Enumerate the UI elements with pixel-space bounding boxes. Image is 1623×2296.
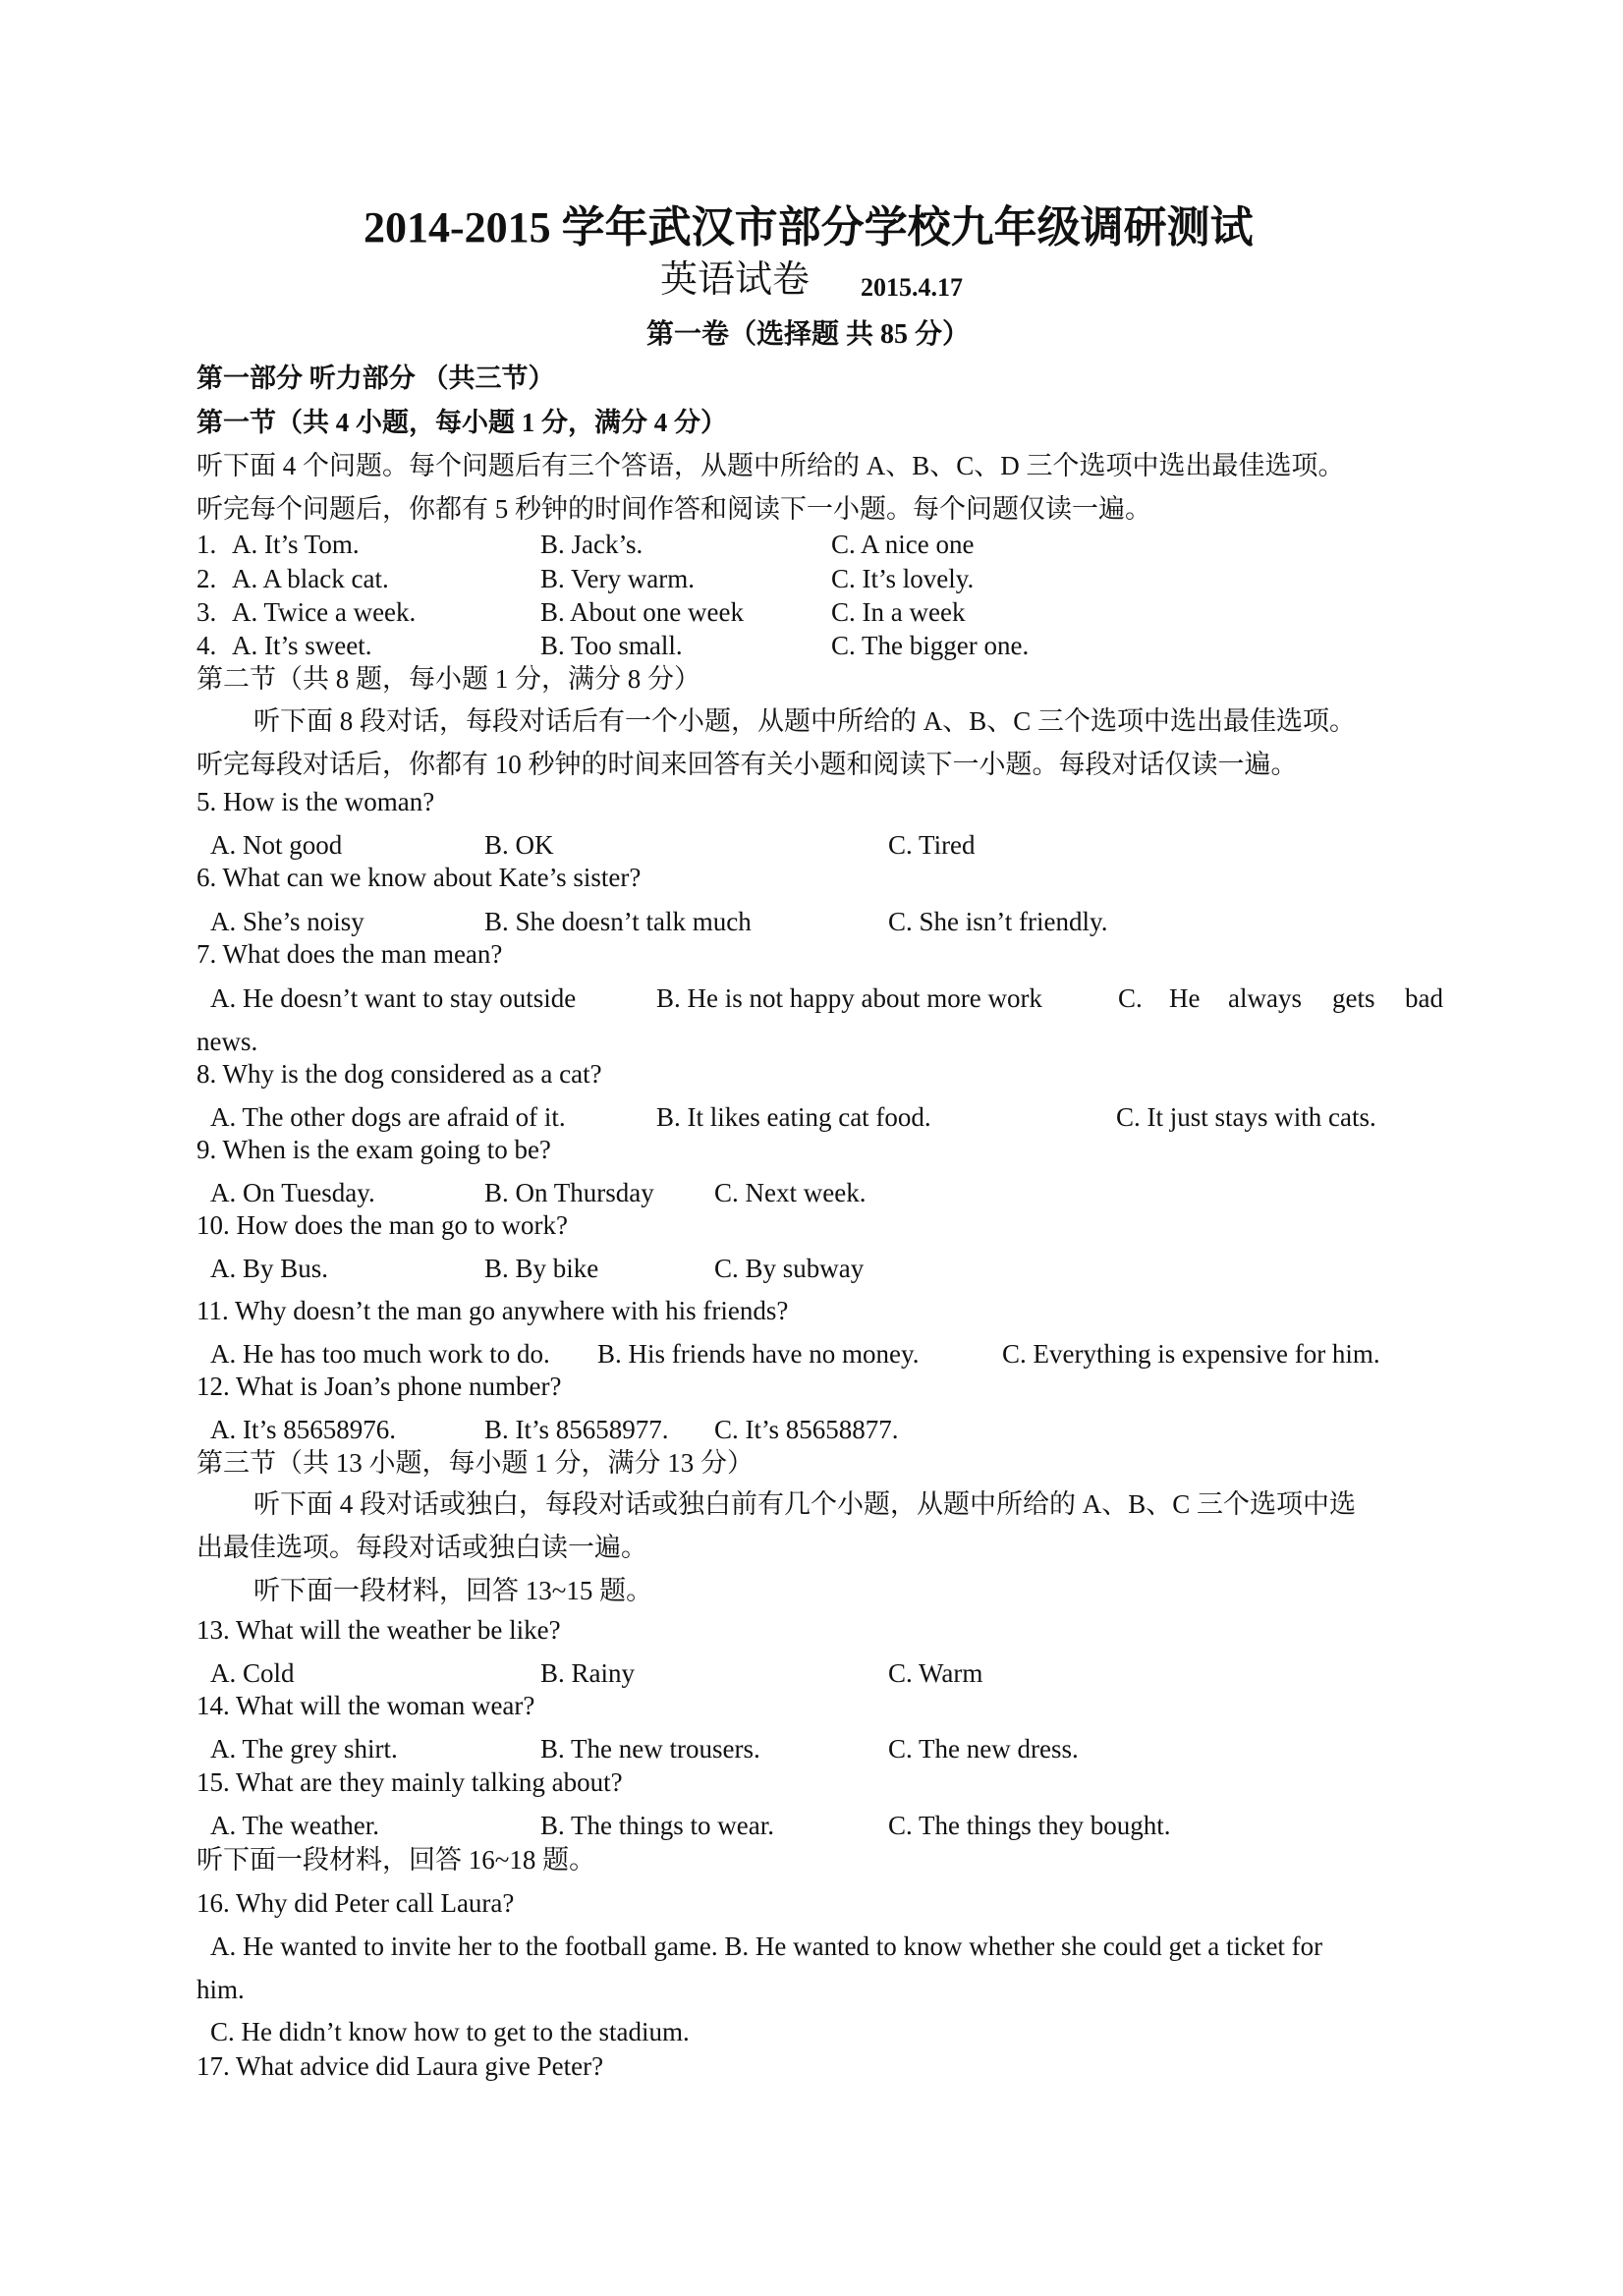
option-a: A. She’s noisy: [210, 907, 364, 936]
option-b: B. About one week: [540, 597, 744, 627]
option-c: C. Everything is expensive for him.: [1002, 1339, 1380, 1369]
question-5: 5. How is the woman?: [196, 787, 435, 816]
page-title: 2014-2015 学年武汉市部分学校九年级调研测试: [364, 203, 1254, 252]
option-c: bad: [1405, 983, 1443, 1013]
option-a: A. By Bus.: [210, 1254, 329, 1283]
option-c: C.: [1118, 983, 1143, 1013]
option-b: B. By bike: [484, 1254, 599, 1283]
option-c: C. Next week.: [714, 1178, 867, 1207]
option-a: A. A black cat.: [232, 564, 389, 593]
option-b: B. The new trousers.: [540, 1734, 760, 1764]
option-c: news.: [196, 1027, 258, 1056]
exam-date: 2015.4.17: [861, 273, 963, 302]
question-15: 15. What are they mainly talking about?: [196, 1767, 623, 1797]
option-b: B. Rainy: [540, 1658, 636, 1688]
option-b: B. Very warm.: [540, 564, 695, 593]
question-11: 11. Why doesn’t the man go anywhere with his friends?: [196, 1296, 789, 1325]
option-a: A. He doesn’t want to stay outside: [210, 983, 577, 1013]
option-a: A. The other dogs are afraid of it.: [210, 1102, 566, 1132]
question-7: 7. What does the man mean?: [196, 939, 503, 969]
option-c: C. She isn’t friendly.: [888, 907, 1108, 936]
section2-instruction: 听完每段对话后，你都有 10 秒钟的时间来回答有关小题和阅读下一小题。每段对话仅读一遍。: [196, 750, 1298, 779]
option-a: A. The grey shirt.: [210, 1734, 398, 1764]
option-c: C. Tired: [888, 830, 976, 860]
question-12: 12. What is Joan’s phone number?: [196, 1372, 562, 1401]
material-heading: 听下面一段材料，回答 13~15 题。: [253, 1576, 653, 1605]
section3-instruction: 出最佳选项。每段对话或独白读一遍。: [196, 1533, 647, 1562]
page-subtitle: 英语试卷: [660, 259, 811, 301]
option-a: A. The weather.: [210, 1811, 379, 1840]
part1-heading: 第一部分 听力部分 （共三节）: [196, 364, 555, 393]
option-a: A. It’s Tom.: [232, 530, 360, 559]
section2-heading: 第二节（共 8 题，每小题 1 分，满分 8 分）: [196, 664, 700, 694]
option-c: C. The bigger one.: [831, 631, 1030, 660]
option-c: C. The things they bought.: [888, 1811, 1171, 1840]
option-c: C. He didn’t know how to get to the stadium.: [210, 2017, 690, 2046]
option-b: B. He is not happy about more work: [656, 983, 1042, 1013]
option-ab-continued: him.: [196, 1975, 245, 2004]
option-c: C. It’s 85658877.: [714, 1415, 899, 1444]
section1-instruction: 听完每个问题后，你都有 5 秒钟的时间作答和阅读下一小题。每个问题仅读一遍。: [196, 494, 1151, 524]
option-b: B. Jack’s.: [540, 530, 644, 559]
option-c: C. It’s lovely.: [831, 564, 975, 593]
question-6: 6. What can we know about Kate’s sister?: [196, 863, 642, 892]
option-a: A. Twice a week.: [232, 597, 417, 627]
option-c: C. It just stays with cats.: [1116, 1102, 1376, 1132]
option-ab: A. He wanted to invite her to the football game. B. He wanted to know whether she could get a ticket for: [210, 1932, 1323, 1961]
question-number: 4.: [196, 631, 217, 660]
option-c: He: [1169, 983, 1201, 1013]
option-b: B. His friends have no money.: [597, 1339, 920, 1369]
option-c: C. In a week: [831, 597, 966, 627]
section1-heading: 第一节（共 4 小题，每小题 1 分，满分 4 分）: [196, 408, 727, 437]
volume-heading: 第一卷（选择题 共 85 分）: [646, 319, 971, 350]
question-8: 8. Why is the dog considered as a cat?: [196, 1059, 602, 1089]
option-b: B. It’s 85658977.: [484, 1415, 669, 1444]
option-a: A. It’s sweet.: [232, 631, 372, 660]
question-number: 2.: [196, 564, 217, 593]
question-13: 13. What will the weather be like?: [196, 1615, 561, 1645]
question-17: 17. What advice did Laura give Peter?: [196, 2051, 604, 2081]
option-c: C. The new dress.: [888, 1734, 1079, 1764]
section3-instruction: 听下面 4 段对话或独白，每段对话或独白前有几个小题，从题中所给的 A、B、C 三个选项中选: [253, 1489, 1357, 1519]
question-number: 3.: [196, 597, 217, 627]
option-b: B. Too small.: [540, 631, 683, 660]
option-b: B. It likes eating cat food.: [656, 1102, 931, 1132]
question-9: 9. When is the exam going to be?: [196, 1135, 551, 1164]
option-c: C. A nice one: [831, 530, 975, 559]
option-c: always: [1228, 983, 1302, 1013]
option-a: A. He has too much work to do.: [210, 1339, 550, 1369]
material-heading: 听下面一段材料，回答 16~18 题。: [196, 1845, 596, 1875]
section3-heading: 第三节（共 13 小题，每小题 1 分，满分 13 分）: [196, 1448, 754, 1478]
question-10: 10. How does the man go to work?: [196, 1210, 568, 1240]
option-b: B. OK: [484, 830, 554, 860]
option-b: B. The things to wear.: [540, 1811, 774, 1840]
option-b: B. She doesn’t talk much: [484, 907, 752, 936]
option-c: C. By subway: [714, 1254, 865, 1283]
section1-instruction: 听下面 4 个问题。每个问题后有三个答语，从题中所给的 A、B、C、D 三个选项中选出最佳选项。: [196, 451, 1345, 480]
option-c: gets: [1332, 983, 1375, 1013]
question-14: 14. What will the woman wear?: [196, 1691, 535, 1720]
option-c: C. Warm: [888, 1658, 983, 1688]
option-a: A. It’s 85658976.: [210, 1415, 396, 1444]
option-a: A. Cold: [210, 1658, 295, 1688]
question-number: 1.: [196, 530, 217, 559]
option-a: A. Not good: [210, 830, 343, 860]
option-a: A. On Tuesday.: [210, 1178, 375, 1207]
section2-instruction: 听下面 8 段对话，每段对话后有一个小题，从题中所给的 A、B、C 三个选项中选出最佳选项。: [253, 706, 1357, 736]
option-b: B. On Thursday: [484, 1178, 654, 1207]
question-16: 16. Why did Peter call Laura?: [196, 1888, 515, 1918]
